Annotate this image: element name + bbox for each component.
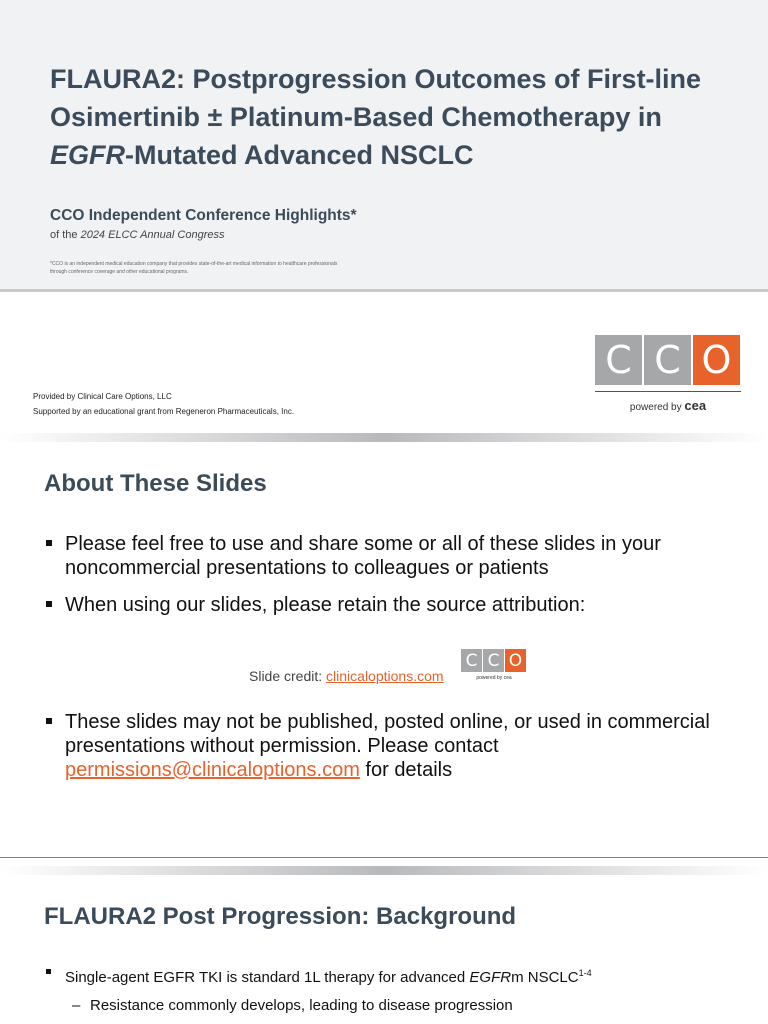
- mini-logo-letter-c2: C: [483, 649, 504, 672]
- header-divider: [0, 289, 768, 292]
- slide-separator: [0, 433, 768, 442]
- mini-logo-powered-by: powered by cea: [476, 675, 512, 681]
- title-part-2: -Mutated Advanced NSCLC: [125, 140, 474, 170]
- background-bullet-1-suffix: m NSCLC: [511, 969, 579, 986]
- congress-subtitle: [50, 229, 224, 241]
- slide-credit-link[interactable]: clinicaloptions.com: [326, 668, 444, 684]
- title-italic-egfr: EGFR: [50, 140, 126, 170]
- conference-subtitle: CCO Independent Conference Highlights*: [50, 207, 357, 224]
- about-bullet-3-text: These slides may not be published, posted online, or used in commercial presentations without permission. Please contact: [65, 711, 710, 757]
- supported-by-text: Supported by an educational grant from Regeneron Pharmaceuticals, Inc.: [33, 407, 295, 416]
- background-bullet-1: [44, 963, 745, 988]
- background-sub-bullet-1: – Resistance commonly develops, leading to disease progression: [72, 996, 513, 1016]
- powered-by-prefix: powered by: [629, 402, 685, 413]
- cco-mini-logo: [461, 649, 527, 681]
- slide-credit-label: Slide credit:: [249, 668, 327, 684]
- background-bullet-1-citation: 1-4: [578, 968, 592, 978]
- slide-separator-2: [0, 866, 768, 875]
- logo-letter-c2: C: [644, 335, 691, 385]
- background-heading: FLAURA2 Post Progression: Background: [44, 903, 517, 930]
- cco-logo: [595, 335, 741, 413]
- congress-name: 2024 ELCC Annual Congress: [80, 229, 225, 241]
- permissions-email-link[interactable]: permissions@clinicaloptions.com: [65, 759, 360, 781]
- powered-by-brand: cea: [684, 398, 707, 413]
- provided-by-text: Provided by Clinical Care Options, LLC: [33, 392, 172, 401]
- mini-logo-boxes: [461, 649, 527, 672]
- slide-title: [50, 60, 740, 174]
- about-bullet-3: [44, 710, 745, 782]
- background-bullet-1-italic: EGFR: [469, 969, 512, 986]
- logo-divider: [595, 391, 741, 392]
- about-bullet-3-suffix: for details: [359, 759, 453, 781]
- provider-info: [33, 389, 294, 419]
- slide-bottom-rule: [0, 857, 768, 858]
- mini-logo-letter-o: O: [505, 649, 526, 672]
- footnote: *CCO is an independent medical education company that provides state-of-the-art medical information to healthcare professionals through conference coverage and other educational programs.: [50, 261, 338, 275]
- slide-credit: [249, 668, 444, 684]
- mini-logo-letter-c1: C: [461, 649, 482, 672]
- title-part-1: FLAURA2: Postprogression Outcomes of First-line Osimertinib ± Platinum-Based Chemotherapy in: [50, 64, 702, 132]
- background-bullet-1-prefix: Single-agent EGFR TKI is standard 1L therapy for advanced: [65, 969, 470, 986]
- about-bullet-2: When using our slides, please retain the source attribution:: [44, 593, 745, 617]
- about-heading: About These Slides: [44, 470, 267, 497]
- cco-logo-boxes: [595, 335, 741, 385]
- logo-letter-o: O: [693, 335, 740, 385]
- congress-prefix: of the: [50, 229, 81, 241]
- logo-powered-by: [595, 398, 741, 413]
- about-bullet-1: Please feel free to use and share some or all of these slides in your noncommercial presentations to colleagues or patients: [44, 532, 745, 580]
- logo-letter-c1: C: [595, 335, 642, 385]
